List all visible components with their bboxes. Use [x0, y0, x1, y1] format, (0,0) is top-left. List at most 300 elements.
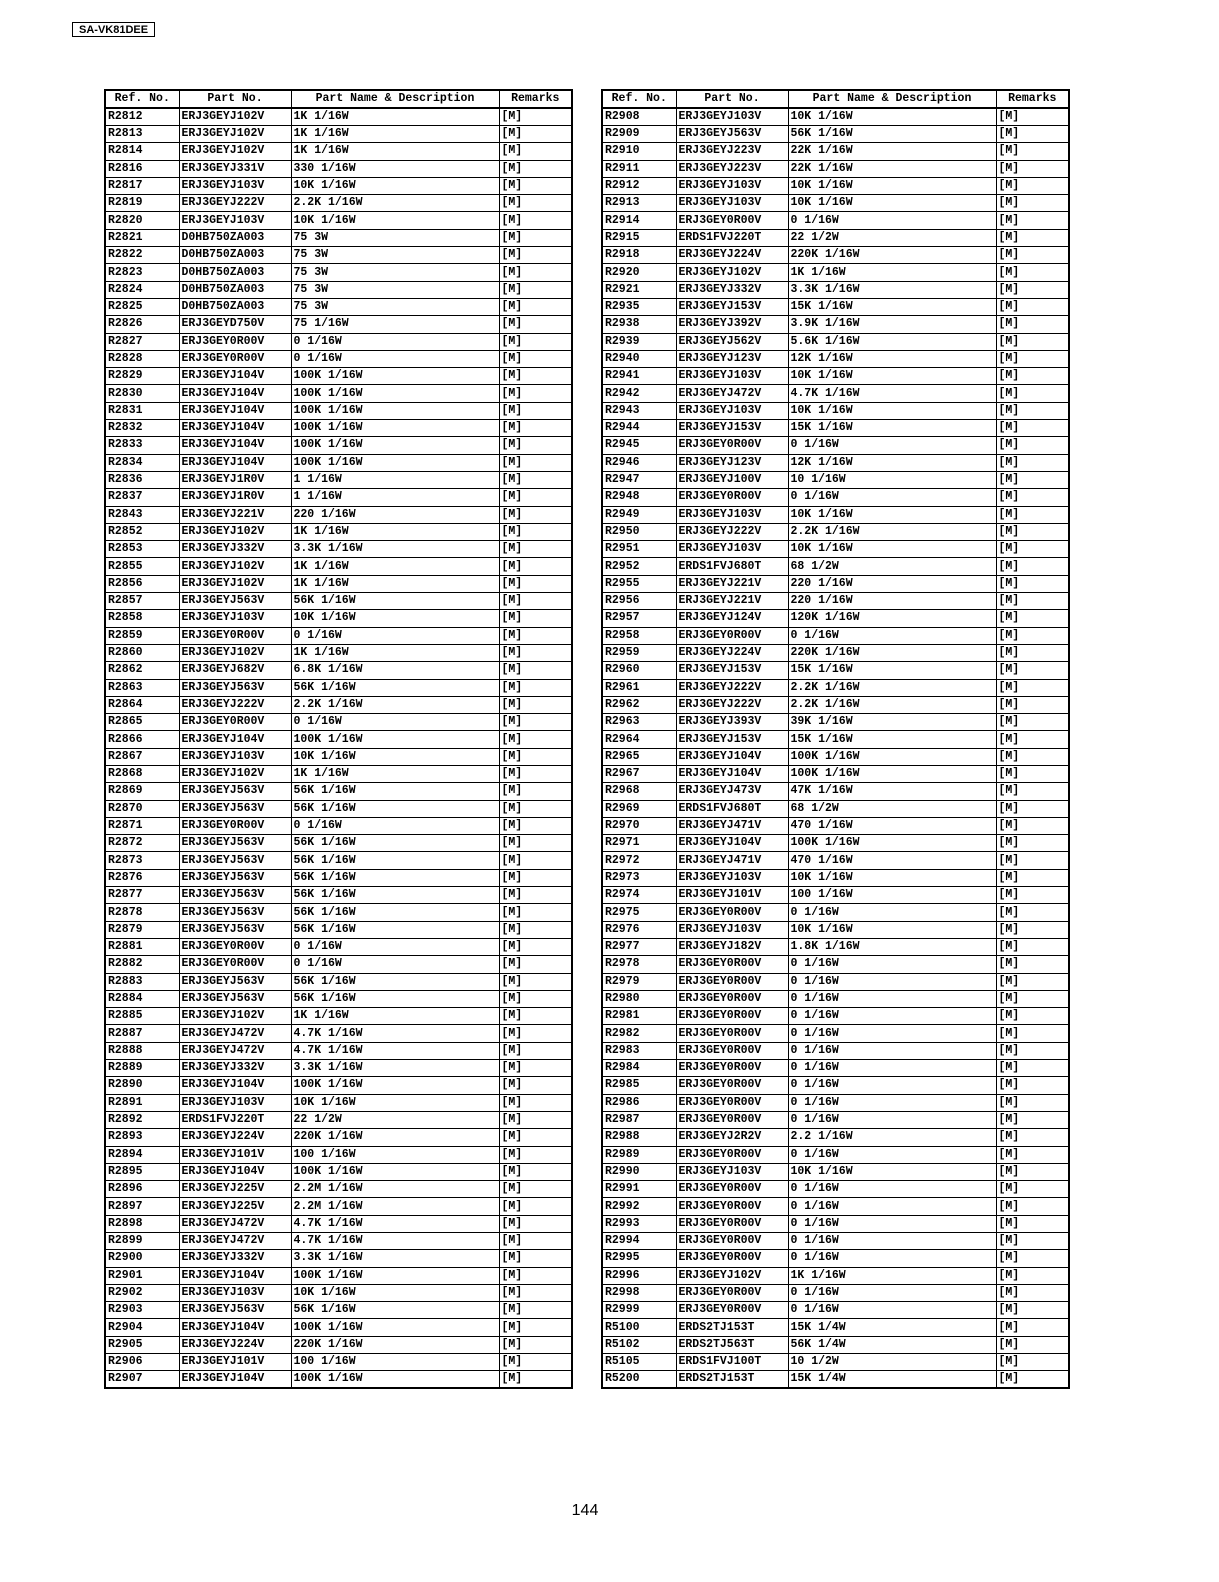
description-cell: 10K 1/16W: [788, 402, 996, 419]
ref-no-cell: R2860: [105, 644, 179, 661]
remarks-cell: [M]: [996, 350, 1069, 367]
ref-no-cell: R2812: [105, 108, 179, 126]
ref-no-cell: R2894: [105, 1146, 179, 1163]
part-no-cell: ERJ3GEYJ103V: [676, 1163, 788, 1180]
description-cell: 2.2K 1/16W: [291, 195, 499, 212]
part-no-cell: ERJ3GEYJ563V: [676, 126, 788, 143]
remarks-cell: [M]: [499, 195, 572, 212]
remarks-cell: [M]: [996, 298, 1069, 315]
part-no-cell: ERJ3GEYJ104V: [179, 402, 291, 419]
remarks-cell: [M]: [499, 765, 572, 782]
ref-no-cell: R2828: [105, 350, 179, 367]
table-row: [105, 316, 572, 333]
remarks-cell: [M]: [499, 973, 572, 990]
ref-no-cell: R2942: [602, 385, 676, 402]
part-no-cell: ERJ3GEY0R00V: [676, 1060, 788, 1077]
table-row: [105, 783, 572, 800]
table-row: [602, 1094, 1069, 1111]
description-cell: 56K 1/16W: [291, 800, 499, 817]
table-row: [602, 887, 1069, 904]
ref-no-cell: R2877: [105, 887, 179, 904]
remarks-cell: [M]: [996, 333, 1069, 350]
part-no-cell: ERJ3GEY0R00V: [676, 1233, 788, 1250]
part-no-cell: ERJ3GEYJ472V: [179, 1042, 291, 1059]
description-cell: 10 1/16W: [788, 471, 996, 488]
remarks-cell: [M]: [499, 1042, 572, 1059]
description-cell: 10K 1/16W: [788, 108, 996, 126]
table-row: [105, 696, 572, 713]
description-cell: 0 1/16W: [788, 1181, 996, 1198]
remarks-cell: [M]: [499, 1111, 572, 1128]
description-cell: 22 1/2W: [291, 1111, 499, 1128]
description-cell: 100K 1/16W: [291, 1267, 499, 1284]
description-cell: 0 1/16W: [788, 1233, 996, 1250]
ref-no-cell: R2958: [602, 627, 676, 644]
part-no-cell: ERDS1FVJ680T: [676, 558, 788, 575]
table-row: [105, 748, 572, 765]
description-cell: 15K 1/16W: [788, 420, 996, 437]
remarks-cell: [M]: [499, 281, 572, 298]
ref-no-cell: R2996: [602, 1267, 676, 1284]
description-cell: 100 1/16W: [291, 1146, 499, 1163]
description-cell: 100K 1/16W: [291, 385, 499, 402]
part-no-cell: ERJ3GEYJ563V: [179, 904, 291, 921]
description-cell: 75 3W: [291, 264, 499, 281]
ref-no-cell: R2982: [602, 1025, 676, 1042]
ref-no-cell: R2823: [105, 264, 179, 281]
ref-no-cell: R2906: [105, 1354, 179, 1371]
part-no-cell: ERJ3GEY0R00V: [676, 1111, 788, 1128]
part-no-cell: ERJ3GEYJ682V: [179, 662, 291, 679]
ref-no-cell: R2948: [602, 489, 676, 506]
ref-no-cell: R2946: [602, 454, 676, 471]
part-no-cell: ERJ3GEYJ563V: [179, 973, 291, 990]
ref-no-cell: R2843: [105, 506, 179, 523]
description-cell: 56K 1/4W: [788, 1336, 996, 1353]
ref-no-cell: R2921: [602, 281, 676, 298]
remarks-cell: [M]: [499, 1060, 572, 1077]
description-cell: 0 1/16W: [788, 973, 996, 990]
ref-no-cell: R2944: [602, 420, 676, 437]
ref-no-cell: R2975: [602, 904, 676, 921]
ref-no-cell: R2985: [602, 1077, 676, 1094]
description-cell: 56K 1/16W: [291, 869, 499, 886]
table-row: [105, 1129, 572, 1146]
remarks-cell: [M]: [996, 108, 1069, 126]
table-row: [602, 904, 1069, 921]
part-no-cell: ERJ3GEYJ104V: [179, 1319, 291, 1336]
table-row: [602, 1181, 1069, 1198]
description-cell: 56K 1/16W: [291, 921, 499, 938]
ref-no-cell: R2988: [602, 1129, 676, 1146]
description-cell: 68 1/2W: [788, 800, 996, 817]
description-cell: 0 1/16W: [788, 990, 996, 1007]
description-cell: 10K 1/16W: [788, 921, 996, 938]
remarks-cell: [M]: [996, 1008, 1069, 1025]
description-cell: 1K 1/16W: [291, 523, 499, 540]
remarks-cell: [M]: [996, 1077, 1069, 1094]
table-row: [105, 1319, 572, 1336]
ref-no-cell: R2938: [602, 316, 676, 333]
description-cell: 0 1/16W: [788, 1008, 996, 1025]
table-row: [602, 126, 1069, 143]
part-no-cell: ERJ3GEYJ102V: [676, 1267, 788, 1284]
description-cell: 56K 1/16W: [291, 1302, 499, 1319]
remarks-cell: [M]: [996, 1198, 1069, 1215]
table-row: [105, 1008, 572, 1025]
remarks-cell: [M]: [996, 783, 1069, 800]
part-no-cell: ERJ3GEYJ103V: [676, 402, 788, 419]
description-cell: 75 3W: [291, 281, 499, 298]
part-no-cell: ERJ3GEYJ563V: [179, 921, 291, 938]
table-row: [602, 316, 1069, 333]
part-no-cell: ERJ3GEYJ393V: [676, 714, 788, 731]
description-cell: 0 1/16W: [291, 938, 499, 955]
table-row: [105, 333, 572, 350]
remarks-cell: [M]: [499, 593, 572, 610]
remarks-cell: [M]: [499, 108, 572, 126]
description-cell: 1K 1/16W: [291, 575, 499, 592]
ref-no-cell: R2864: [105, 696, 179, 713]
part-no-cell: ERJ3GEY0R00V: [179, 714, 291, 731]
part-no-cell: ERJ3GEYJ103V: [676, 177, 788, 194]
part-no-cell: ERJ3GEYJ563V: [179, 800, 291, 817]
ref-no-cell: R2890: [105, 1077, 179, 1094]
table-row: [602, 1319, 1069, 1336]
part-no-cell: ERJ3GEY0R00V: [179, 350, 291, 367]
ref-no-cell: R2821: [105, 229, 179, 246]
remarks-cell: [M]: [996, 1233, 1069, 1250]
description-cell: 100K 1/16W: [291, 1077, 499, 1094]
remarks-cell: [M]: [499, 1284, 572, 1301]
remarks-cell: [M]: [499, 333, 572, 350]
table-row: [105, 575, 572, 592]
description-cell: 68 1/2W: [788, 558, 996, 575]
ref-no-cell: R2900: [105, 1250, 179, 1267]
description-cell: 3.3K 1/16W: [291, 1250, 499, 1267]
remarks-cell: [M]: [996, 1215, 1069, 1232]
description-cell: 0 1/16W: [291, 333, 499, 350]
ref-no-cell: R2964: [602, 731, 676, 748]
model-number: SA-VK81DEE: [72, 22, 155, 37]
remarks-cell: [M]: [499, 835, 572, 852]
description-cell: 0 1/16W: [788, 1215, 996, 1232]
ref-no-cell: R2878: [105, 904, 179, 921]
page-number: 144: [571, 1502, 599, 1519]
table-row: [105, 1233, 572, 1250]
description-cell: 10K 1/16W: [291, 748, 499, 765]
ref-no-cell: R2883: [105, 973, 179, 990]
part-no-cell: ERJ3GEYJ471V: [676, 852, 788, 869]
description-cell: 100K 1/16W: [788, 835, 996, 852]
description-cell: 2.2M 1/16W: [291, 1181, 499, 1198]
remarks-cell: [M]: [499, 298, 572, 315]
remarks-cell: [M]: [996, 1042, 1069, 1059]
ref-no-cell: R2950: [602, 523, 676, 540]
description-cell: 56K 1/16W: [291, 990, 499, 1007]
part-no-cell: ERJ3GEY0R00V: [676, 1181, 788, 1198]
ref-no-cell: R2871: [105, 817, 179, 834]
table-row: [602, 990, 1069, 1007]
table-row: [105, 350, 572, 367]
description-cell: 47K 1/16W: [788, 783, 996, 800]
part-no-cell: ERJ3GEYJ332V: [179, 1060, 291, 1077]
table-row: [602, 593, 1069, 610]
table-row: [105, 765, 572, 782]
remarks-cell: [M]: [499, 887, 572, 904]
ref-no-cell: R2902: [105, 1284, 179, 1301]
part-no-cell: ERJ3GEY0R00V: [676, 1302, 788, 1319]
table-row: [105, 489, 572, 506]
description-cell: 56K 1/16W: [291, 679, 499, 696]
remarks-cell: [M]: [996, 1302, 1069, 1319]
description-cell: 330 1/16W: [291, 160, 499, 177]
description-cell: 100K 1/16W: [291, 437, 499, 454]
part-no-cell: ERJ3GEYJ101V: [179, 1146, 291, 1163]
part-no-cell: ERJ3GEYJ104V: [179, 1077, 291, 1094]
ref-no-cell: R2901: [105, 1267, 179, 1284]
table-row: [105, 1302, 572, 1319]
table-row: [602, 454, 1069, 471]
table-row: [105, 402, 572, 419]
table-row: [602, 800, 1069, 817]
part-no-cell: ERJ3GEYJ102V: [179, 108, 291, 126]
part-no-cell: ERJ3GEYJ563V: [179, 835, 291, 852]
part-no-cell: ERJ3GEYJ225V: [179, 1198, 291, 1215]
description-cell: 15K 1/16W: [788, 731, 996, 748]
part-no-cell: ERJ3GEY0R00V: [676, 437, 788, 454]
table-row: [602, 333, 1069, 350]
description-cell: 10K 1/16W: [788, 1163, 996, 1180]
ref-no-cell: R2968: [602, 783, 676, 800]
ref-no-cell: R2971: [602, 835, 676, 852]
table-row: [105, 835, 572, 852]
remarks-cell: [M]: [996, 160, 1069, 177]
table-row: [105, 108, 572, 126]
table-row: [105, 610, 572, 627]
part-no-cell: ERJ3GEY0R00V: [676, 1094, 788, 1111]
description-cell: 10K 1/16W: [291, 610, 499, 627]
description-cell: 56K 1/16W: [291, 973, 499, 990]
table-row: [105, 1094, 572, 1111]
remarks-cell: [M]: [996, 610, 1069, 627]
table-row: [105, 160, 572, 177]
part-no-cell: ERJ3GEYJ103V: [179, 748, 291, 765]
remarks-cell: [M]: [996, 212, 1069, 229]
table-row: [602, 973, 1069, 990]
ref-no-cell: R2817: [105, 177, 179, 194]
remarks-cell: [M]: [996, 938, 1069, 955]
part-no-cell: ERJ3GEYJ123V: [676, 350, 788, 367]
part-no-cell: ERJ3GEYJ332V: [179, 541, 291, 558]
remarks-cell: [M]: [499, 350, 572, 367]
table-row: [602, 1302, 1069, 1319]
remarks-cell: [M]: [996, 1181, 1069, 1198]
description-cell: 10K 1/16W: [291, 212, 499, 229]
ref-no-cell: R2973: [602, 869, 676, 886]
remarks-cell: [M]: [499, 316, 572, 333]
description-cell: 56K 1/16W: [291, 887, 499, 904]
ref-no-cell: R2896: [105, 1181, 179, 1198]
part-no-cell: ERJ3GEYJ102V: [676, 264, 788, 281]
ref-no-cell: R2866: [105, 731, 179, 748]
ref-no-cell: R2989: [602, 1146, 676, 1163]
ref-no-cell: R2976: [602, 921, 676, 938]
description-cell: 0 1/16W: [788, 1094, 996, 1111]
remarks-cell: [M]: [499, 1025, 572, 1042]
ref-no-cell: R2825: [105, 298, 179, 315]
remarks-cell: [M]: [996, 1250, 1069, 1267]
description-cell: 0 1/16W: [291, 817, 499, 834]
part-no-cell: ERDS2TJ153T: [676, 1319, 788, 1336]
remarks-cell: [M]: [499, 437, 572, 454]
table-row: [105, 1198, 572, 1215]
remarks-cell: [M]: [499, 247, 572, 264]
remarks-cell: [M]: [499, 1319, 572, 1336]
remarks-cell: [M]: [499, 229, 572, 246]
part-no-cell: ERDS2TJ153T: [676, 1371, 788, 1389]
description-cell: 220 1/16W: [788, 575, 996, 592]
description-cell: 100K 1/16W: [291, 420, 499, 437]
ref-no-cell: R2941: [602, 368, 676, 385]
description-cell: 220 1/16W: [788, 593, 996, 610]
description-cell: 100K 1/16W: [291, 454, 499, 471]
description-cell: 3.3K 1/16W: [291, 541, 499, 558]
remarks-cell: [M]: [499, 696, 572, 713]
remarks-cell: [M]: [996, 904, 1069, 921]
part-no-cell: ERJ3GEYJ471V: [676, 817, 788, 834]
table-row: [602, 1250, 1069, 1267]
part-no-cell: ERJ3GEYJ2R2V: [676, 1129, 788, 1146]
description-cell: 100K 1/16W: [291, 402, 499, 419]
ref-no-cell: R2983: [602, 1042, 676, 1059]
ref-no-cell: R2909: [602, 126, 676, 143]
description-cell: 100 1/16W: [291, 1354, 499, 1371]
part-no-cell: ERJ3GEYJ104V: [179, 437, 291, 454]
remarks-cell: [M]: [996, 1094, 1069, 1111]
part-no-cell: ERJ3GEYJ563V: [179, 593, 291, 610]
part-no-cell: ERDS1FVJ220T: [676, 229, 788, 246]
remarks-cell: [M]: [499, 471, 572, 488]
ref-no-cell: R2999: [602, 1302, 676, 1319]
description-cell: 1K 1/16W: [291, 558, 499, 575]
remarks-cell: [M]: [996, 126, 1069, 143]
table-row: [105, 541, 572, 558]
table-row: [105, 679, 572, 696]
ref-no-cell: R2943: [602, 402, 676, 419]
ref-no-cell: R5102: [602, 1336, 676, 1353]
description-cell: 0 1/16W: [788, 1302, 996, 1319]
ref-no-cell: R2833: [105, 437, 179, 454]
table-header-row: [105, 90, 572, 108]
remarks-cell: [M]: [499, 385, 572, 402]
table-row: [602, 1371, 1069, 1389]
part-no-cell: ERJ3GEYJ563V: [179, 783, 291, 800]
ref-no-cell: R2876: [105, 869, 179, 886]
part-no-cell: ERJ3GEYJ224V: [676, 247, 788, 264]
table-row: [105, 1354, 572, 1371]
ref-no-cell: R2960: [602, 662, 676, 679]
description-cell: 2.2 1/16W: [788, 1129, 996, 1146]
remarks-cell: [M]: [996, 748, 1069, 765]
description-cell: 15K 1/4W: [788, 1371, 996, 1389]
description-cell: 120K 1/16W: [788, 610, 996, 627]
ref-no-cell: R2990: [602, 1163, 676, 1180]
part-no-cell: ERJ3GEYJ224V: [179, 1336, 291, 1353]
part-no-cell: ERJ3GEY0R00V: [179, 333, 291, 350]
part-no-cell: ERJ3GEY0R00V: [676, 1215, 788, 1232]
ref-no-cell: R2959: [602, 644, 676, 661]
table-row: [105, 298, 572, 315]
table-row: [602, 1267, 1069, 1284]
description-cell: 2.2K 1/16W: [291, 696, 499, 713]
table-row: [602, 1146, 1069, 1163]
table-row: [105, 229, 572, 246]
ref-no-cell: R2961: [602, 679, 676, 696]
ref-no-cell: R2867: [105, 748, 179, 765]
remarks-cell: [M]: [996, 523, 1069, 540]
ref-no-cell: R2911: [602, 160, 676, 177]
part-no-cell: ERJ3GEYJ224V: [676, 644, 788, 661]
ref-no-cell: R2829: [105, 368, 179, 385]
description-cell: 220 1/16W: [291, 506, 499, 523]
remarks-cell: [M]: [499, 523, 572, 540]
ref-no-cell: R2963: [602, 714, 676, 731]
remarks-cell: [M]: [499, 1094, 572, 1111]
ref-no-cell: R5200: [602, 1371, 676, 1389]
part-no-cell: ERJ3GEYJ101V: [179, 1354, 291, 1371]
column-header-remarks: Remarks: [499, 90, 572, 108]
description-cell: 2.2M 1/16W: [291, 1198, 499, 1215]
description-cell: 1K 1/16W: [291, 1008, 499, 1025]
description-cell: 0 1/16W: [788, 1111, 996, 1128]
remarks-cell: [M]: [996, 800, 1069, 817]
remarks-cell: [M]: [996, 835, 1069, 852]
table-row: [105, 1336, 572, 1353]
table-row: [602, 748, 1069, 765]
description-cell: 0 1/16W: [788, 1077, 996, 1094]
ref-no-cell: R2863: [105, 679, 179, 696]
part-no-cell: D0HB750ZA003: [179, 281, 291, 298]
description-cell: 56K 1/16W: [788, 126, 996, 143]
table-row: [105, 558, 572, 575]
part-no-cell: ERJ3GEYJ102V: [179, 575, 291, 592]
part-no-cell: ERJ3GEYJ563V: [179, 887, 291, 904]
description-cell: 12K 1/16W: [788, 350, 996, 367]
ref-no-cell: R2991: [602, 1181, 676, 1198]
part-no-cell: ERJ3GEYJ103V: [179, 610, 291, 627]
remarks-cell: [M]: [996, 696, 1069, 713]
remarks-cell: [M]: [996, 143, 1069, 160]
remarks-cell: [M]: [499, 454, 572, 471]
part-no-cell: ERJ3GEYJ222V: [676, 696, 788, 713]
parts-table-right: [601, 89, 1070, 1389]
ref-no-cell: R2914: [602, 212, 676, 229]
part-no-cell: ERJ3GEYJ124V: [676, 610, 788, 627]
description-cell: 1K 1/16W: [291, 644, 499, 661]
remarks-cell: [M]: [499, 610, 572, 627]
table-row: [105, 1215, 572, 1232]
parts-table-left: [104, 89, 573, 1389]
ref-no-cell: R2962: [602, 696, 676, 713]
part-no-cell: ERJ3GEY0R00V: [179, 938, 291, 955]
table-row: [602, 714, 1069, 731]
ref-no-cell: R2893: [105, 1129, 179, 1146]
part-no-cell: ERJ3GEYJ472V: [179, 1233, 291, 1250]
ref-no-cell: R2895: [105, 1163, 179, 1180]
remarks-cell: [M]: [996, 541, 1069, 558]
remarks-cell: [M]: [996, 575, 1069, 592]
